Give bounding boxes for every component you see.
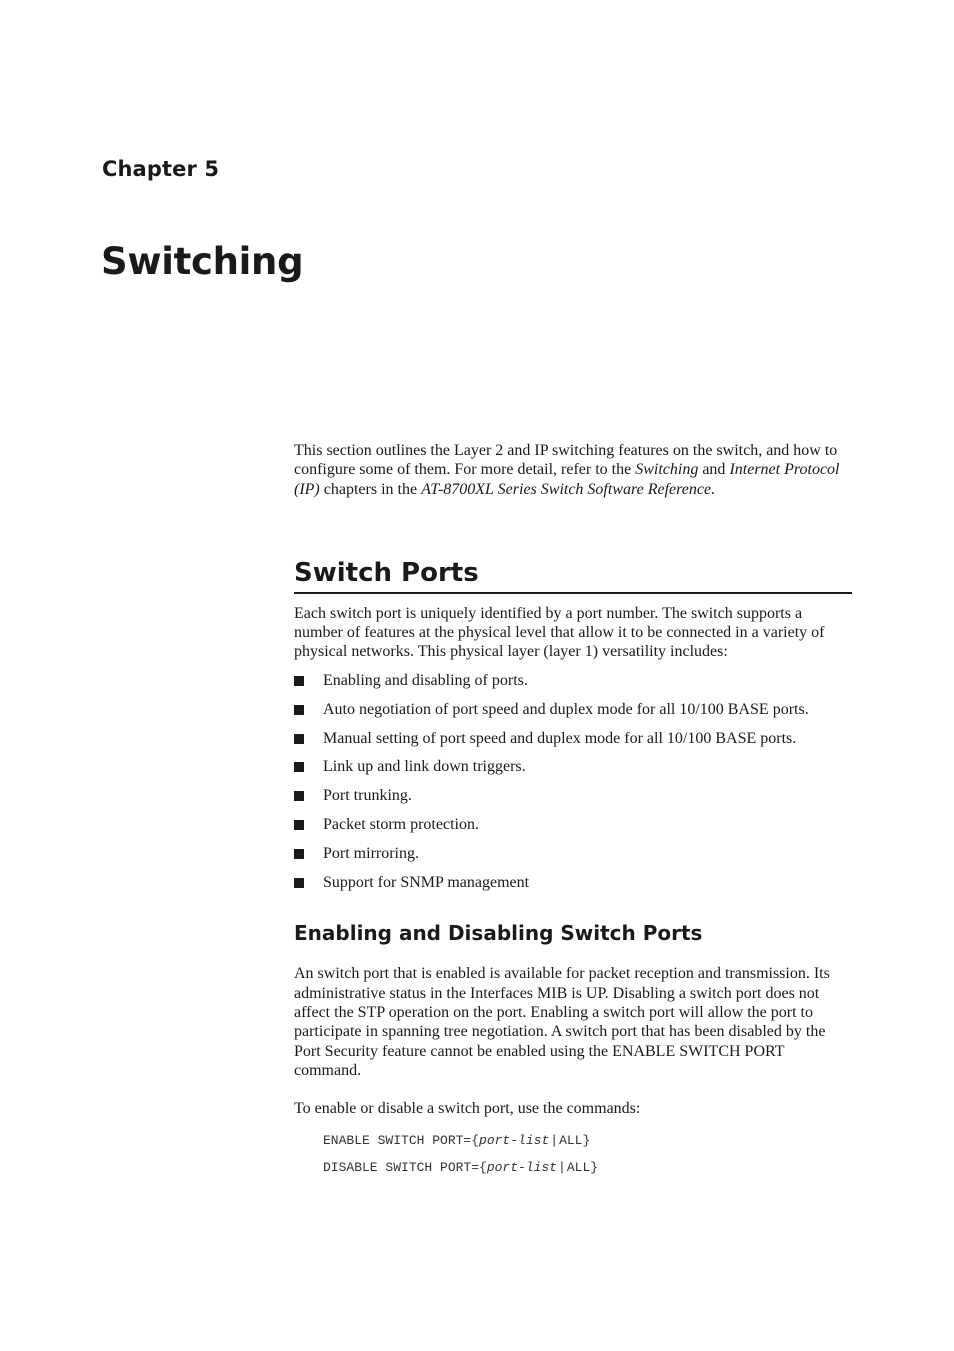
intro-italic-ip: Internet Protocol (IP): [294, 461, 840, 498]
intro-italic-switching: Switching: [635, 461, 699, 479]
main-content: [294, 441, 854, 1181]
list-item: [294, 815, 854, 834]
command-suffix: ALL}: [566, 1160, 599, 1176]
list-item-text: Auto negotiation of port speed and duplex mode for all 10/100 BASE ports.: [323, 700, 809, 718]
intro-italic-reference: AT-8700XL Series Switch Software Reference.: [421, 480, 716, 498]
square-bullet-icon: [294, 849, 304, 859]
square-bullet-icon: [294, 791, 304, 801]
command-suffix: ALL}: [559, 1133, 591, 1149]
command-prefix: ENABLE SWITCH PORT={: [323, 1133, 480, 1149]
enabling-body: An switch port that is enabled is available for packet reception and transmission. Its administrative status in the Interfaces MIB is UP. Disabling a switch port does not affect the STP operation on the port. Enabling a switch port will allow the port to participate in spanning tree negotiation. A switch port that has been disabled by the Port Security feature cannot be enabled using the ENABLE SWITCH PORT command.: [294, 965, 830, 1079]
square-bullet-icon: [294, 762, 304, 772]
command-line-enable: [323, 1127, 854, 1154]
command-pipe: |: [558, 1160, 566, 1176]
subsection-heading-enabling: Enabling and Disabling Switch Ports: [294, 921, 703, 946]
list-item: [294, 671, 854, 690]
list-item-text: Link up and link down triggers.: [323, 758, 526, 776]
switch-ports-body: Each switch port is uniquely identified by a port number. The switch supports a number of features at the physical level that allow it to be connected in a variety of physical networks. This physical layer (layer 1) versatility includes:: [294, 604, 825, 661]
feature-list: [294, 671, 854, 893]
list-item: [294, 729, 854, 748]
intro-text-3: chapters in the: [319, 480, 422, 498]
list-item: [294, 844, 854, 863]
chapter-title: Switching: [101, 240, 304, 283]
list-item-text: Port mirroring.: [323, 845, 419, 863]
list-item-text: Enabling and disabling of ports.: [323, 671, 528, 689]
commands-intro: To enable or disable a switch port, use the commands:: [294, 1100, 641, 1118]
square-bullet-icon: [294, 705, 304, 715]
command-prefix: DISABLE SWITCH PORT={: [323, 1160, 487, 1176]
section-heading-switch-ports: Switch Ports: [294, 556, 852, 594]
command-block: [323, 1127, 854, 1181]
command-pipe: |: [550, 1133, 559, 1149]
intro-text-2: and: [698, 461, 730, 479]
list-item-text: Manual setting of port speed and duplex mode for all 10/100 BASE ports.: [323, 729, 797, 747]
list-item-text: Support for SNMP management: [323, 874, 530, 892]
command-param: port-list: [479, 1133, 550, 1149]
list-item: [294, 873, 854, 892]
command-line-disable: [323, 1154, 854, 1181]
square-bullet-icon: [294, 820, 304, 830]
list-item: [294, 700, 854, 719]
chapter-label: Chapter 5: [102, 157, 220, 181]
square-bullet-icon: [294, 734, 304, 744]
list-item: [294, 757, 854, 776]
list-item-text: Port trunking.: [323, 787, 412, 805]
intro-paragraph: [294, 441, 854, 499]
list-item: [294, 786, 854, 805]
square-bullet-icon: [294, 878, 304, 888]
square-bullet-icon: [294, 676, 304, 686]
list-item-text: Packet storm protection.: [323, 816, 479, 834]
intro-text-1: This section outlines the Layer 2 and IP switching features on the switch, and how to configure some of them. For more detail, refer to the: [294, 442, 838, 479]
command-param: port-list: [486, 1160, 558, 1176]
